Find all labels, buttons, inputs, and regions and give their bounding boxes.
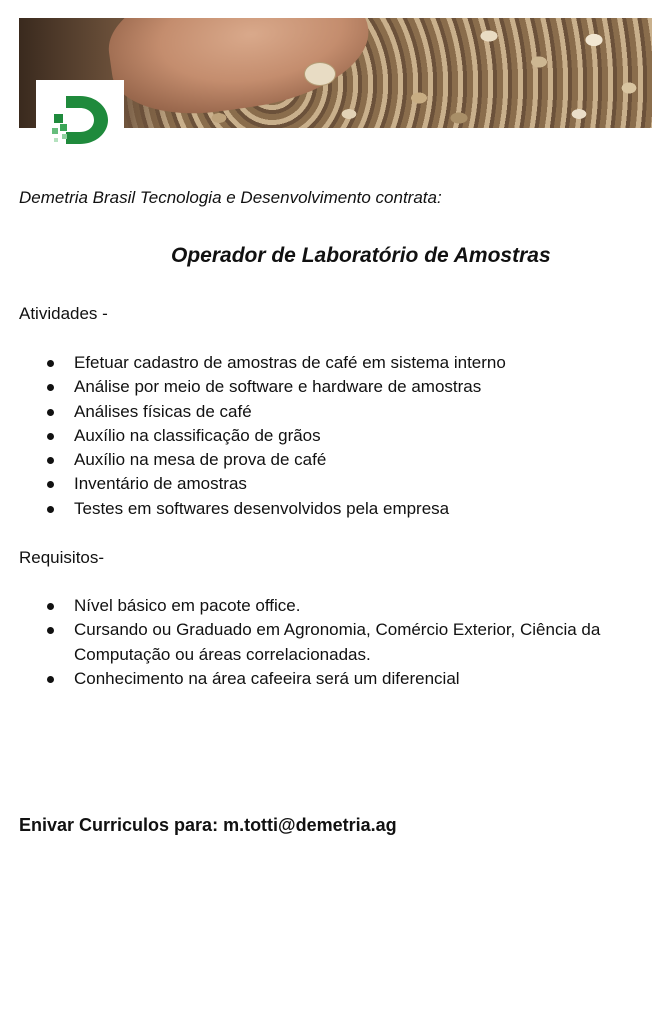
list-item: Inventário de amostras <box>0 472 665 496</box>
demetria-d-logo-icon <box>48 94 112 146</box>
bullet-icon <box>47 481 54 488</box>
bullet-icon <box>47 676 54 683</box>
company-hiring-line: Demetria Brasil Tecnologia e Desenvolvimento contrata: <box>19 188 442 207</box>
activities-list <box>0 351 665 521</box>
requirements-heading: Requisitos- <box>19 548 105 567</box>
bullet-icon <box>47 433 54 440</box>
bullet-icon <box>47 603 54 610</box>
company-logo <box>36 80 124 158</box>
list-item: Análises físicas de café <box>0 400 665 424</box>
list-item: Testes em softwares desenvolvidos pela empresa <box>0 497 665 521</box>
bullet-icon <box>47 627 54 634</box>
bullet-icon <box>47 360 54 367</box>
bullet-icon <box>47 457 54 464</box>
activities-heading: Atividades - <box>19 304 108 323</box>
bullet-icon <box>47 409 54 416</box>
contact-email-line: Enivar Curriculos para: m.totti@demetria.ag <box>19 815 397 835</box>
list-item: Nível básico em pacote office. <box>0 594 665 618</box>
requirements-list <box>0 594 665 691</box>
bullet-icon <box>47 506 54 513</box>
list-item: Conhecimento na área cafeeira será um diferencial <box>0 667 665 691</box>
list-item: Análise por meio de software e hardware de amostras <box>0 375 665 399</box>
bullet-icon <box>47 384 54 391</box>
list-item: Auxílio na classificação de grãos <box>0 424 665 448</box>
coffee-bean-icon <box>304 62 336 86</box>
list-item: Efetuar cadastro de amostras de café em sistema interno <box>0 351 665 375</box>
list-item: Cursando ou Graduado em Agronomia, Comércio Exterior, Ciência da Computação ou áreas correlacionadas. <box>0 618 665 667</box>
list-item: Auxílio na mesa de prova de café <box>0 448 665 472</box>
job-title: Operador de Laboratório de Amostras <box>171 244 551 267</box>
